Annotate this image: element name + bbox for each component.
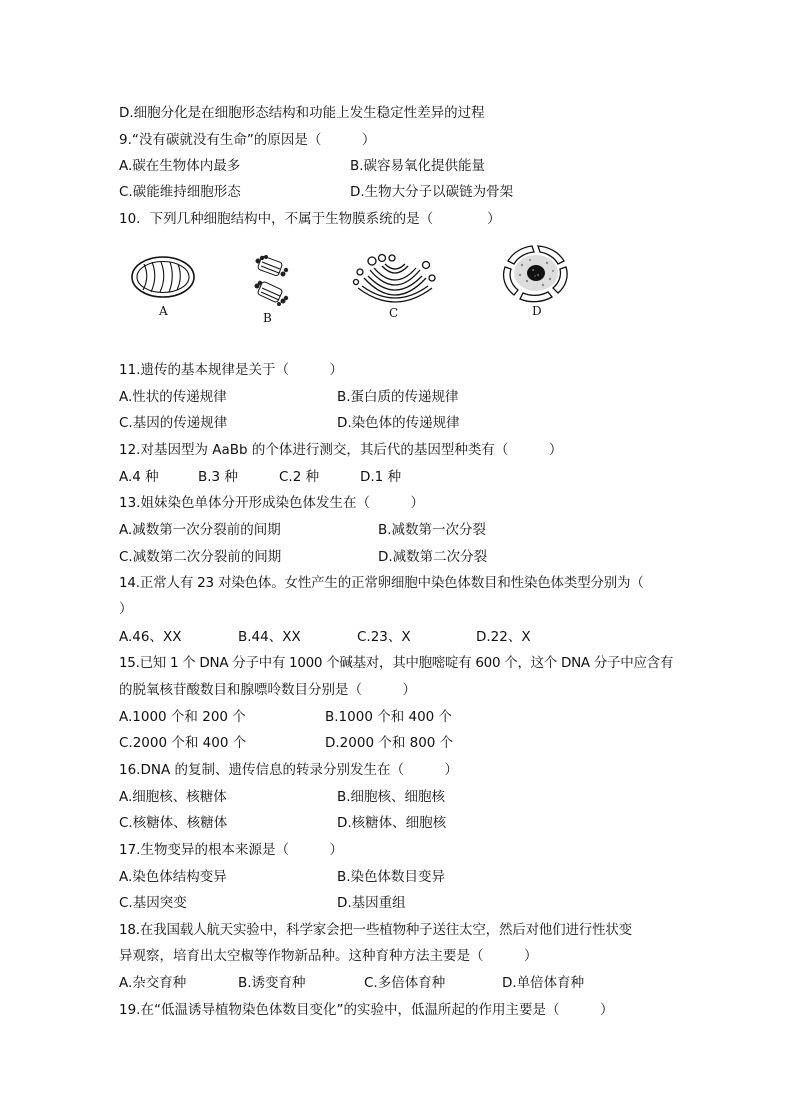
q9-option-a: A.碳在生物体内最多 [119,158,241,174]
question-10: 10．下列几种细胞结构中，不属于生物膜系统的是（ ） [119,211,501,227]
q16-option-d: D.核糖体、细胞核 [337,815,447,831]
figure-label-a: A [159,304,168,318]
q17-option-a: A.染色体结构变异 [119,869,227,885]
q13-option-a: A.减数第一次分裂前的间期 [119,522,281,538]
q18-option-d: D.单倍体育种 [502,975,585,991]
q16-option-b: B.细胞核、细胞核 [337,789,446,805]
q13-option-d: D.减数第二次分裂 [378,549,488,565]
q12-option-c: C.2 种 [279,469,320,485]
q14-option-d: D.22、X [476,629,531,645]
q15-option-d: D.2000 个和 800 个 [325,735,454,751]
q14-option-c: C.23、X [357,629,411,645]
q18-option-b: B.诱变育种 [238,975,306,991]
question-9: 9.“没有碳就没有生命”的原因是（ ） [119,132,376,148]
figure-label-b: B [263,311,272,325]
q16-option-c: C.核糖体、核糖体 [119,815,228,831]
golgi-apparatus-icon [352,254,438,306]
q11-option-a: A.性状的传递规律 [119,389,227,405]
q13-option-b: B.减数第一次分裂 [378,522,487,538]
q11-option-c: C.基因的传递规律 [119,415,228,431]
q13-option-c: C.减数第二次分裂前的间期 [119,549,282,565]
q11-option-b: B.蛋白质的传递规律 [337,389,459,405]
q17-option-c: C.基因突变 [119,895,187,911]
question-12: 12.对基因型为 AaBb 的个体进行测交，其后代的基因型种类有（ ） [119,442,563,458]
question-14-continued: ） [119,601,133,617]
question-13: 13.姐妹染色单体分开形成染色体发生在（ ） [119,495,424,511]
question-19: 19.在“低温诱导植物染色体数目变化”的实验中，低温所起的作用主要是（ ） [119,1002,614,1018]
figure-label-c: C [389,306,399,320]
q18-option-c: C.多倍体育种 [364,975,446,991]
q18-option-a: A.杂交育种 [119,975,187,991]
q8-option-d: D.细胞分化是在细胞形态结构和功能上发生稳定性差异的过程 [119,105,485,121]
figure-label-d: D [532,304,542,318]
nucleus-icon [500,243,572,305]
question-15-continued: 的脱氧核苷酸数目和腺嘌呤数目分别是（ ） [119,682,416,698]
question-16: 16.DNA 的复制、遗传信息的转录分别发生在（ ） [119,762,458,778]
q12-option-d: D.1 种 [360,469,402,485]
mitochondrion-icon [130,254,196,300]
q15-option-a: A.1000 个和 200 个 [119,709,246,725]
q12-option-b: B.3 种 [198,469,238,485]
question-11: 11.遗传的基本规律是关于（ ） [119,362,343,378]
q15-option-c: C.2000 个和 400 个 [119,735,247,751]
q9-option-b: B.碳容易氧化提供能量 [350,158,486,174]
question-18: 18.在我国载人航天实验中，科学家会把一些植物种子送往太空，然后对他们进行性状变 [119,922,632,938]
question-14: 14.正常人有 23 对染色体。女性产生的正常卵细胞中染色体数目和性染色体类型分别为（ [119,575,644,591]
q16-option-a: A.细胞核、核糖体 [119,789,227,805]
q15-option-b: B.1000 个和 400 个 [325,709,453,725]
question-18-continued: 异观察，培育出太空椒等作物新品种。这种育种方法主要是（ ） [119,948,538,964]
q17-option-d: D.基因重组 [337,895,406,911]
question-17: 17.生物变异的根本来源是（ ） [119,842,343,858]
q14-option-b: B.44、XX [238,629,301,645]
q17-option-b: B.染色体数目变异 [337,869,446,885]
q12-option-a: A.4 种 [119,469,159,485]
centriole-icon [250,255,292,309]
q9-option-d: D.生物大分子以碳链为骨架 [350,184,514,200]
q14-option-a: A.46、XX [119,629,182,645]
q11-option-d: D.染色体的传递规律 [337,415,460,431]
q9-option-c: C.碳能维持细胞形态 [119,184,241,200]
question-15: 15.已知 1 个 DNA 分子中有 1000 个碱基对，其中胞嘧啶有 600 个，这个 DNA 分子中应含有 [119,655,674,671]
